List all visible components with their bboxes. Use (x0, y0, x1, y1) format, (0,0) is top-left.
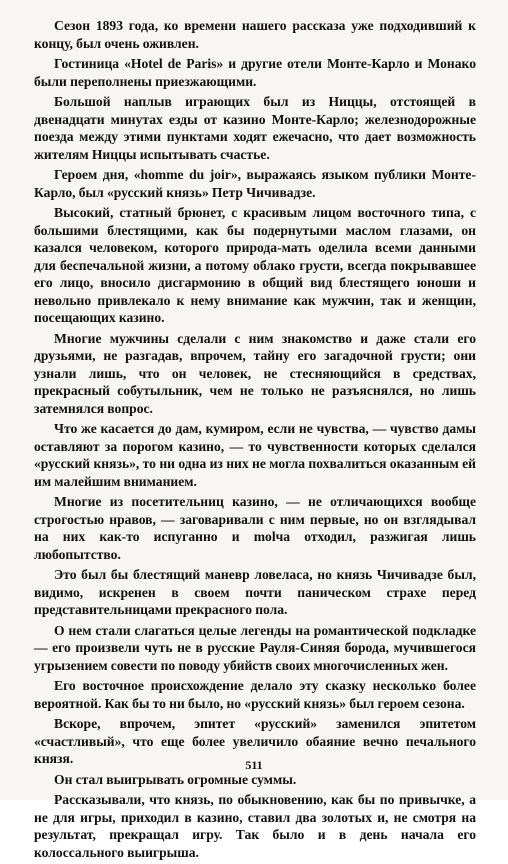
paragraph: Рассказывали, что князь, по обыкновению, как бы по привычке, а не для игры, приходил в казино, ставил два золотых и, не смотря на результат, прекращал игру. Так было и в день начала его колоссального выигрыша. (34, 792, 476, 860)
paragraph: Это был бы блестящий маневр ловеласа, но князь Чичивадзе был, видимо, искренен в своем почти паническом страхе перед представительницами прекрасного пола. (34, 567, 476, 617)
body-text (34, 17, 476, 864)
paragraph: Героем дня, «homme du joir», выражаясь языком публики Монте-Карло, был «русский князь» Петр Чичивадзе. (34, 167, 476, 200)
paragraph: Многие из посетительниц казино, — не отличающихся вообще строгостью нравов, — заговаривали с ним первые, но он взглядывал на них как-то испуганно и molча отходил, разжигая лишь любопытство. (34, 494, 476, 562)
paragraph: Гостиница «Hotel de Paris» и другие отели Монте-Карло и Монако были переполнены приезжающими. (34, 56, 476, 89)
paragraph: Сезон 1893 года, ко времени нашего рассказа уже подходивший к концу, был очень оживлен. (34, 18, 476, 51)
paragraph: Что же касается до дам, кумиром, если не чувства, — чувство дамы оставляют за порогом казино, — то чувственности которых сделался «русский князь», то ни одна из них не могла похвалиться оказанным ей им малейшим вниманием. (34, 421, 476, 489)
page-number: 511 (245, 758, 263, 772)
paragraph: О нем стали слагаться целые легенды на романтической подкладке — его произвели чуть не в русские Рауля-Синяя борода, мучившегося угрызением совести по поводу убийств своих многочисленных жен. (34, 622, 476, 673)
paragraph: Большой наплыв играющих был из Ниццы, отстоящей в двенадцати минутах езды от казино Монте-Карло; железнодорожные поезда между этими пунктами ходят ежечасно, что дает возможность жителям Ниццы испытывать счастье. (34, 94, 476, 162)
paragraph: Многие мужчины сделали с ним знакомство и даже стали его друзьями, не разгадав, впрочем, тайну его загадочной грусти; они узнали лишь, что он человек, не стесняющийся в средствах, прекрасный собутыльник, чем не только не разъяснялся, но лишь затемнялся вопрос. (34, 330, 476, 416)
paragraph: Его восточное происхождение делало эту сказку несколько более вероятной. Как бы то ни было, но «русский князь» был героем сезона. (34, 678, 476, 711)
paragraph: Высокий, статный брюнет, с красивым лицом восточного типа, с большими блестящими, как бы подернутыми маслом глазами, он казался человеком, которого природа-мать оделила всеми данными для беспечальной жизни, а потому облако грусти, всегда покрывавшее его лицо, вносило дисгармонию в общий вид блестящего юноши и невольно привлекало к нему внимание как мужчин, так и женщин, посещающих казино. (34, 205, 476, 325)
paragraph: Вскоре, впрочем, эпитет «русский» заменился эпитетом «счастливый», что еще более увеличило обаяние вечно печального князя. (34, 716, 476, 766)
paragraph: Он стал выигрывать огромные суммы. (54, 771, 297, 787)
